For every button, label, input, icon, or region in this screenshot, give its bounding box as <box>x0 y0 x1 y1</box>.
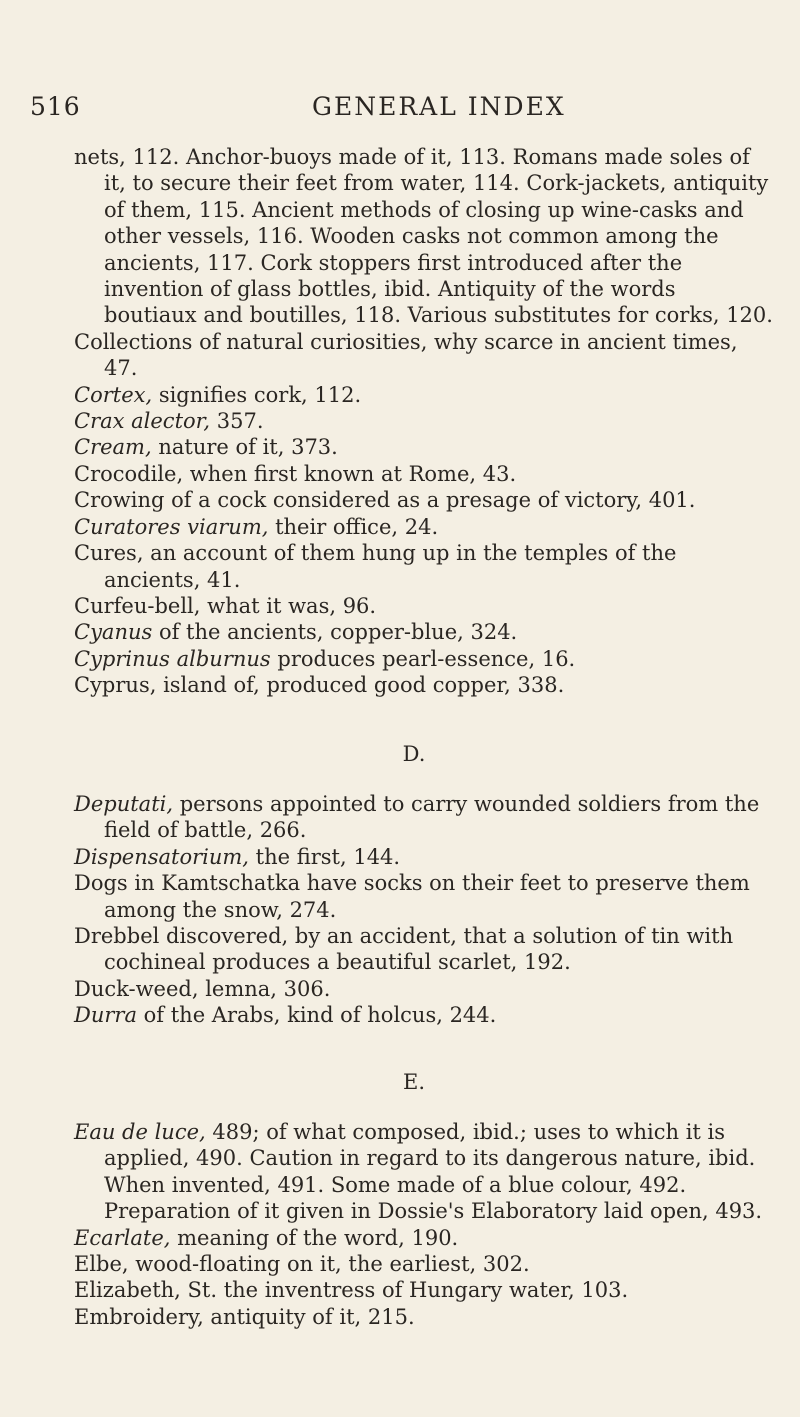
index-entry <box>74 540 774 593</box>
index-entry <box>74 434 774 460</box>
entry-text: meaning of the word, 190. <box>170 1225 459 1250</box>
entry-text: Elizabeth, St. the inventress of Hungary water, 103. <box>74 1278 629 1303</box>
index-entry <box>74 646 774 672</box>
entry-term: Ecarlate, <box>74 1225 171 1250</box>
entry-term: Cyanus <box>74 620 153 645</box>
entry-text: Curfeu-bell, what it was, 96. <box>74 593 377 618</box>
entry-text: 357. <box>210 409 264 434</box>
entry-term: Dispensatorium, <box>74 844 249 869</box>
entry-text: of the ancients, copper-blue, 324. <box>152 620 518 645</box>
entry-text: nets, 112. Anchor-buoys made of it, 113. Romans made soles of it, to secure their feet from water, 114. Cork-jackets, antiquity of them, 115. Ancient methods of closing up wine-casks and other vessels, 116. Wooden casks not common among the ancients, 117. Cork stoppers first introduced after the invention of glass bottles, ibid. Antiquity of the words boutiaux and boutilles, 118. Various substitutes for corks, 120. <box>74 145 773 328</box>
entry-text: Cures, an account of them hung up in the temples of the ancients, 41. <box>74 541 677 592</box>
index-entry <box>74 593 774 619</box>
index-entry <box>74 1251 774 1277</box>
index-entry <box>74 844 774 870</box>
entry-text: persons appointed to carry wounded soldiers from the field of battle, 266. <box>104 791 760 843</box>
index-entry <box>74 923 774 976</box>
entry-text: Drebbel discovered, by an accident, that a solution of tin with cochineal produces a beautiful scarlet, 192. <box>74 923 734 975</box>
index-entry <box>74 870 774 923</box>
index-entry <box>74 382 774 408</box>
index-entry <box>74 487 774 513</box>
entry-text: produces pearl-essence, 16. <box>270 646 576 671</box>
entry-term: Eau de luce, <box>74 1120 206 1144</box>
index-entry <box>74 329 774 382</box>
index-entry <box>74 1119 774 1225</box>
section-d <box>74 791 774 1029</box>
entry-text: Crocodile, when first known at Rome, 43. <box>74 461 517 486</box>
index-entry <box>74 619 774 645</box>
index-entry <box>74 1304 774 1330</box>
running-head: GENERAL INDEX <box>312 92 566 121</box>
page-header <box>0 92 800 132</box>
entry-text: Dogs in Kamtschatka have socks on their feet to preserve them among the snow, 274. <box>74 871 750 922</box>
entry-text: Embroidery, antiquity of it, 215. <box>74 1304 415 1329</box>
entry-text: Cyprus, island of, produced good copper, 338. <box>74 673 565 698</box>
entry-term: Cream, <box>74 435 152 460</box>
section-letter-e: E. <box>402 1069 425 1094</box>
index-entry <box>74 1002 774 1028</box>
entry-text: their office, 24. <box>268 514 439 539</box>
section-e <box>74 1119 774 1330</box>
entry-text: Elbe, wood-floating on it, the earliest, 302. <box>74 1252 530 1277</box>
index-entry <box>74 461 774 487</box>
entry-text: nature of it, 373. <box>151 435 338 460</box>
entry-term: Deputati, <box>74 791 174 816</box>
section-c <box>74 144 774 699</box>
index-entry <box>74 672 774 698</box>
index-body <box>74 144 774 1330</box>
page-number: 516 <box>30 92 81 121</box>
entry-text: Duck-weed, lemna, 306. <box>74 976 331 1001</box>
entry-term: Cortex, <box>74 382 153 407</box>
entry-text: the first, 144. <box>248 844 401 869</box>
entry-text: signifies cork, 112. <box>152 382 362 407</box>
entry-text: Collections of natural curiosities, why scarce in ancient times, 47. <box>74 329 738 381</box>
entry-text: of the Arabs, kind of holcus, 244. <box>136 1003 497 1028</box>
section-letter-d: D. <box>402 741 426 766</box>
index-entry <box>74 791 774 844</box>
index-entry <box>74 1225 774 1251</box>
entry-text: 489; of what composed, ibid.; uses to which it is applied, 490. Caution in regard to its dangerous nature, ibid. When invented, 491. Some made of a blue colour, 492. Preparation of it given in Dossie's Elaboratory laid open, 493. <box>104 1120 763 1224</box>
entry-term: Curatores viarum, <box>74 514 269 539</box>
entry-term: Crax alector, <box>74 409 211 434</box>
entry-term: Durra <box>74 1003 137 1028</box>
index-entry <box>74 1277 774 1303</box>
index-entry <box>74 144 774 329</box>
index-entry <box>74 976 774 1002</box>
entry-term: Cyprinus alburnus <box>74 646 271 671</box>
entry-text: Crowing of a cock considered as a presage of victory, 401. <box>74 488 696 513</box>
index-entry <box>74 408 774 434</box>
index-entry <box>74 514 774 540</box>
